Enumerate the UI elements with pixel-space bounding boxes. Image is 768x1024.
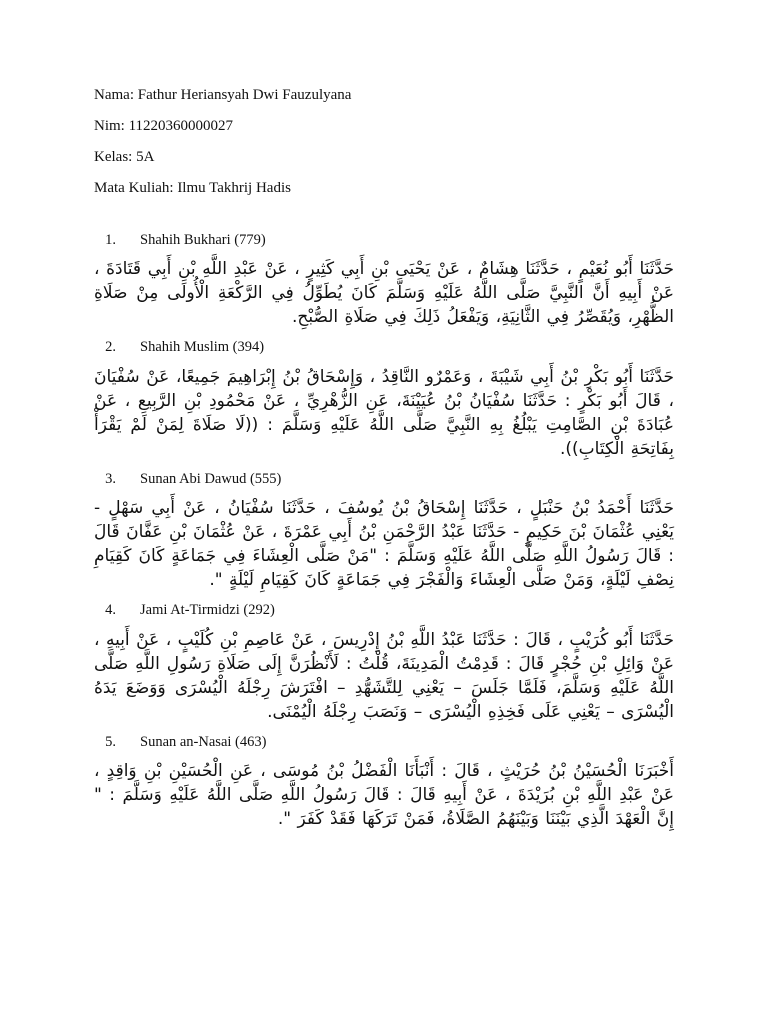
hadith-heading [94,734,674,751]
hadith-item [94,232,674,329]
hadith-number: 4. [105,602,116,619]
hadith-item [94,471,674,592]
hadith-item [94,339,674,460]
hadith-number: 2. [105,339,116,356]
hadith-source: Shahih Muslim (394) [140,339,265,356]
hadith-source: Sunan Abi Dawud (555) [140,470,282,487]
student-info [94,86,351,210]
hadith-item [94,734,674,831]
hadith-heading [94,339,674,356]
student-nim: Nim: 11220360000027 [94,118,234,134]
course-name: Mata Kuliah: Ilmu Takhrij Hadis [94,180,291,196]
hadith-arabic-text: حَدَّثَنَا أَبُو نُعَيْمٍ ، حَدَّثَنَا هِشَامٌ ، عَنْ يَحْيَى بْنِ أَبِي كَثِيرٍ ، عَنْ عَبْدِ اللَّهِ بْنِ أَبِي قَتَادَةَ ، عَنْ أَبِيهِ أَنَّ النَّبِيَّ صَلَّى اللَّهُ عَلَيْهِ وَسَلَّمَ كَانَ يُطَوِّلُ فِي الرَّكْعَةِ الْأُولَى مِنْ صَلَاةِ الظُّهْرِ، وَيُقَصِّرُ فِي الثَّانِيَةِ، وَيَفْعَلُ ذَلِكَ فِي صَلَاةِ الصُّبْحِ. [94,259,674,328]
hadith-heading [94,602,674,619]
hadith-source: Shahih Bukhari (779) [140,232,266,248]
hadith-source: Sunan an-Nasai (463) [140,733,267,750]
hadith-number: 5. [105,733,116,750]
hadith-number: 1. [105,232,116,248]
hadith-arabic-text: حَدَّثَنَا أَحْمَدُ بْنُ حَنْبَلٍ ، حَدَّثَنَا إِسْحَاقُ بْنُ يُوسُفَ ، حَدَّثَنَا سُفْيَانُ ، عَنْ أَبِي سَهْلٍ - يَعْنِي عُثْمَانَ بْنَ حَكِيمٍ - حَدَّثَنَا عَبْدُ الرَّحْمَنِ بْنُ أَبِي عَمْرَةَ ، عَنْ عُثْمَانَ بْنِ عَفَّانَ قَالَ : قَالَ رَسُولُ اللَّهِ صَلَّى اللَّهُ عَلَيْهِ وَسَلَّمَ : "مَنْ صَلَّى الْعِشَاءَ فِي جَمَاعَةٍ كَانَ كَقِيَامِ نِصْفِ لَيْلَةٍ، وَمَنْ صَلَّى الْعِشَاءَ وَالْفَجْرَ فِي جَمَاعَةٍ كَانَ كَقِيَامِ لَيْلَةٍ ". [94,498,674,591]
hadith-list [94,232,674,841]
hadith-heading [94,471,674,488]
hadith-item [94,602,674,723]
student-name: Nama: Fathur Heriansyah Dwi Fauzulyana [94,87,352,103]
hadith-arabic-text: أَخْبَرَنَا الْحُسَيْنُ بْنُ حُرَيْثٍ ، قَالَ : أَنْبَأَنَا الْفَضْلُ بْنُ مُوسَى ، عَنِ الْحُسَيْنِ بْنِ وَاقِدٍ ، عَنْ عَبْدِ اللَّهِ بْنِ بُرَيْدَةَ ، عَنْ أَبِيهِ قَالَ : قَالَ رَسُولُ اللَّهِ صَلَّى اللَّهُ عَلَيْهِ وَسَلَّمَ : " إِنَّ الْعَهْدَ الَّذِي بَيْنَنَا وَبَيْنَهُمُ الصَّلَاةُ، فَمَنْ تَرَكَهَا فَقَدْ كَفَرَ ". [94,760,674,829]
hadith-number: 3. [105,470,116,487]
hadith-source: Jami At-Tirmidzi (292) [140,602,275,619]
hadith-arabic-text: حَدَّثَنَا أَبُو كُرَيْبٍ ، قَالَ : حَدَّثَنَا عَبْدُ اللَّهِ بْنُ إِدْرِيسَ ، عَنْ عَاصِمِ بْنِ كُلَيْبٍ ، عَنْ أَبِيهِ ، عَنْ وَائِلِ بْنِ حُجْرٍ قَالَ : قَدِمْتُ الْمَدِينَةَ، قُلْتُ : لَأَنْظُرَنَّ إِلَى صَلَاةِ رَسُولِ اللَّهِ صَلَّى اللَّهُ عَلَيْهِ وَسَلَّمَ، فَلَمَّا جَلَسَ – يَعْنِي لِلتَّشَهُّدِ – افْتَرَشَ رِجْلَهُ الْيُسْرَى وَوَضَعَ يَدَهُ الْيُسْرَى – يَعْنِي عَلَى فَخِذِهِ الْيُسْرَى – وَنَصَبَ رِجْلَهُ الْيُمْنَى. [94,629,674,722]
hadith-heading [94,232,674,249]
hadith-arabic-text: حَدَّثَنَا أَبُو بَكْرِ بْنُ أَبِي شَيْبَةَ ، وَعَمْرٌو النَّاقِدُ ، وَإِسْحَاقُ بْنُ إِبْرَاهِيمَ جَمِيعًا، عَنْ سُفْيَانَ ، قَالَ أَبُو بَكْرٍ : حَدَّثَنَا سُفْيَانُ بْنُ عُيَيْنَةَ، عَنِ الزُّهْرِيِّ ، عَنْ مَحْمُودِ بْنِ الرَّبِيعِ ، عَنْ عُبَادَةَ بْنِ الصَّامِتِ يَبْلُغُ بِهِ النَّبِيَّ صَلَّى اللَّهُ عَلَيْهِ وَسَلَّمَ : ((لَا صَلَاةَ لِمَنْ لَمْ يَقْرَأْ بِفَاتِحَةِ الْكِتَابِ)). [94,366,674,459]
student-class: Kelas: 5A [94,149,155,165]
